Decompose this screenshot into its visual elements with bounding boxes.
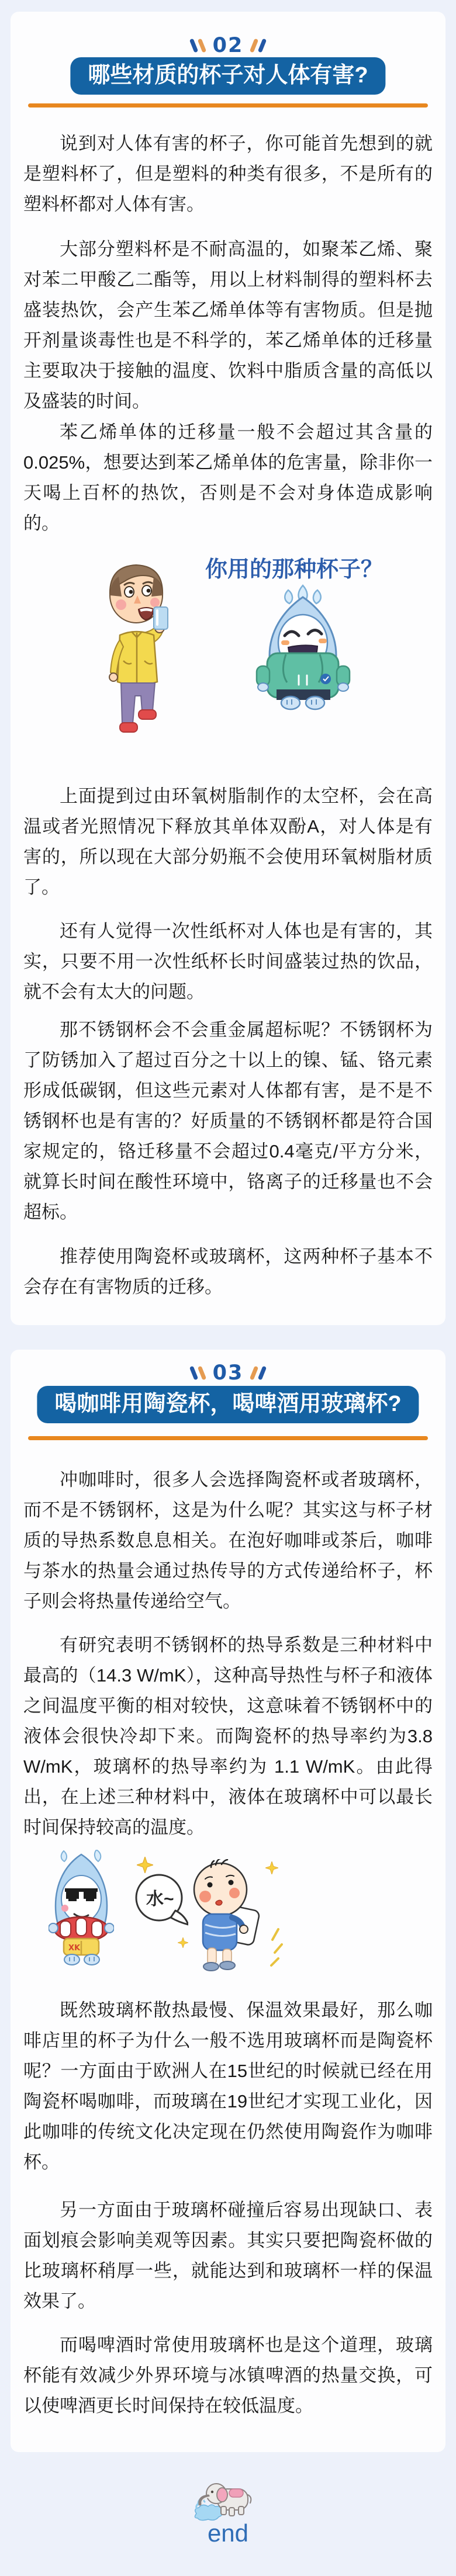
paragraph: 另一方面由于玻璃杯碰撞后容易出现缺口、表面划痕会影响美观等因素。其实只要把陶瓷杯做的比玻璃杯稍厚一些，就能达到和玻璃杯一样的保温效果了。 <box>23 2200 433 2311</box>
svg-text:XK: XK <box>68 1944 81 1953</box>
section-card-03 <box>11 1350 445 2452</box>
section-title-badge: 喝咖啡用陶瓷杯，喝啤酒用玻璃杯? <box>37 1386 419 1423</box>
slash-decoration-icon <box>250 1366 258 1381</box>
paragraph: 有研究表明不锈钢杯的热导系数是三种材料中最高的（14.3 W/mK），这种高导热性与杯子和液体之间温度平衡的相对较快，这意味着不锈钢杯中的液体会很快冷却下来。而陶瓷杯的热导率约为3.8 W/mK，玻璃杯的热导率约为 1.1 W/mK。由此得出，在上述三种材料中，液体在玻璃杯中可以最长时间保持较高的温度。 <box>23 1635 433 1837</box>
section-divider <box>28 103 428 108</box>
slash-decoration-icon <box>197 1366 206 1381</box>
sparkle-icon <box>265 1861 278 1874</box>
paragraph: 还有人觉得一次性纸杯对人体也是有害的，其实，只要不用一次性纸杯长时间盛装过热的饮品，就不会有太大的问题。 <box>23 921 433 1002</box>
section-title-badge: 哪些材质的杯子对人体有害? <box>70 57 385 95</box>
sparkle-icon <box>137 1857 153 1873</box>
baby-illustration <box>191 1859 261 1974</box>
speech-bubble <box>134 1873 188 1932</box>
slash-decoration-icon <box>250 39 258 53</box>
paragraph: 既然玻璃杯散热最慢、保温效果最好，那么咖啡店里的杯子为什么一般不选用玻璃杯而是陶瓷杯呢？一方面由于欧洲人在15世纪的时候就已经在用陶瓷杯喝咖啡，而玻璃在19世纪才实现工业化，因此咖啡的传统文化决定现在仍然使用陶瓷作为咖啡杯。 <box>23 2000 433 2172</box>
section-number: 03 <box>212 1361 244 1385</box>
slash-decoration-icon <box>189 39 198 53</box>
slash-decoration-icon <box>258 1366 267 1381</box>
paragraph: 上面提到过由环氧树脂制作的太空杯，会在高温或者光照情况下释放其单体双酚A，对人体是有害的，所以现在大部分奶瓶不会使用环氧树脂材质了。 <box>23 786 433 897</box>
paragraph: 冲咖啡时，很多人会选择陶瓷杯或者玻璃杯，而不是不锈钢杯，这是为什么呢？其实这与杯子材质的导热系数息息相关。在泡好咖啡或茶后，咖啡与茶水的热量会通过热传导的方式传递给杯子，杯子则会将热量传递给空气。 <box>23 1469 433 1611</box>
water-drop-mascot-illustration <box>255 584 351 713</box>
section-number: 02 <box>212 34 244 57</box>
paragraph: 而喝啤酒时常使用玻璃杯也是这个道理，玻璃杯能有效减少外界环境与冰镇啤酒的热量交换，可以使啤酒更长时间保持在较低温度。 <box>23 2335 433 2416</box>
section-card-02 <box>11 12 445 1325</box>
paragraph: 那不锈钢杯会不会重金属超标呢？不锈钢杯为了防锈加入了超过百分之十以上的镍、锰、铬元素形成低碳钢，但这些元素对人体都有害，是不是不锈钢杯也是有害的？好质量的不锈钢杯都是符合国家规定的，铬迁移量不会超过0.4毫克/平方分米，就算长时间在酸性环境中，铬离子的迁移量也不会超标。 <box>23 1020 433 1222</box>
cool-mascot-illustration <box>49 1850 114 1968</box>
paragraph: 说到对人体有害的杯子，你可能首先想到的就是塑料杯了，但是塑料的种类有很多，不是所有的塑料杯都对人体有害。 <box>23 133 433 214</box>
paragraph: 推荐使用陶瓷杯或玻璃杯，这两种杯子基本不会存在有害物质的迁移。 <box>23 1246 433 1297</box>
illustration-caption: 你用的那种杯子？ <box>205 557 384 582</box>
slash-decoration-icon <box>258 39 267 53</box>
section-03-header <box>11 1361 445 1385</box>
slash-decoration-icon <box>197 39 206 53</box>
boy-drinking-illustration <box>102 558 173 735</box>
sparkle-icon <box>178 1937 188 1948</box>
bubble-text: 水~ <box>146 1889 174 1909</box>
paragraph: 苯乙烯单体的迁移量一般不会超过其含量的0.025%，想要达到苯乙烯单体的危害量，除非你一天喝上百杯的热饮，否则是不会对身体造成影响的。 <box>23 422 433 533</box>
motion-dashes-icon <box>261 1928 284 1969</box>
section-divider <box>28 1436 428 1440</box>
slash-decoration-icon <box>189 1366 198 1381</box>
end-label: end <box>207 2519 249 2547</box>
section-02-header <box>11 34 445 57</box>
paragraph: 大部分塑料杯是不耐高温的，如聚苯乙烯、聚对苯二甲酸乙二酯等，用以上材料制得的塑料杯去盛装热饮，会产生苯乙烯单体等有害物质。但是抛开剂量谈毒性也是不科学的，苯乙烯单体的迁移量主要取决于接触的温度、饮料中脂质含量的高低以及盛装的时间。 <box>23 239 433 411</box>
